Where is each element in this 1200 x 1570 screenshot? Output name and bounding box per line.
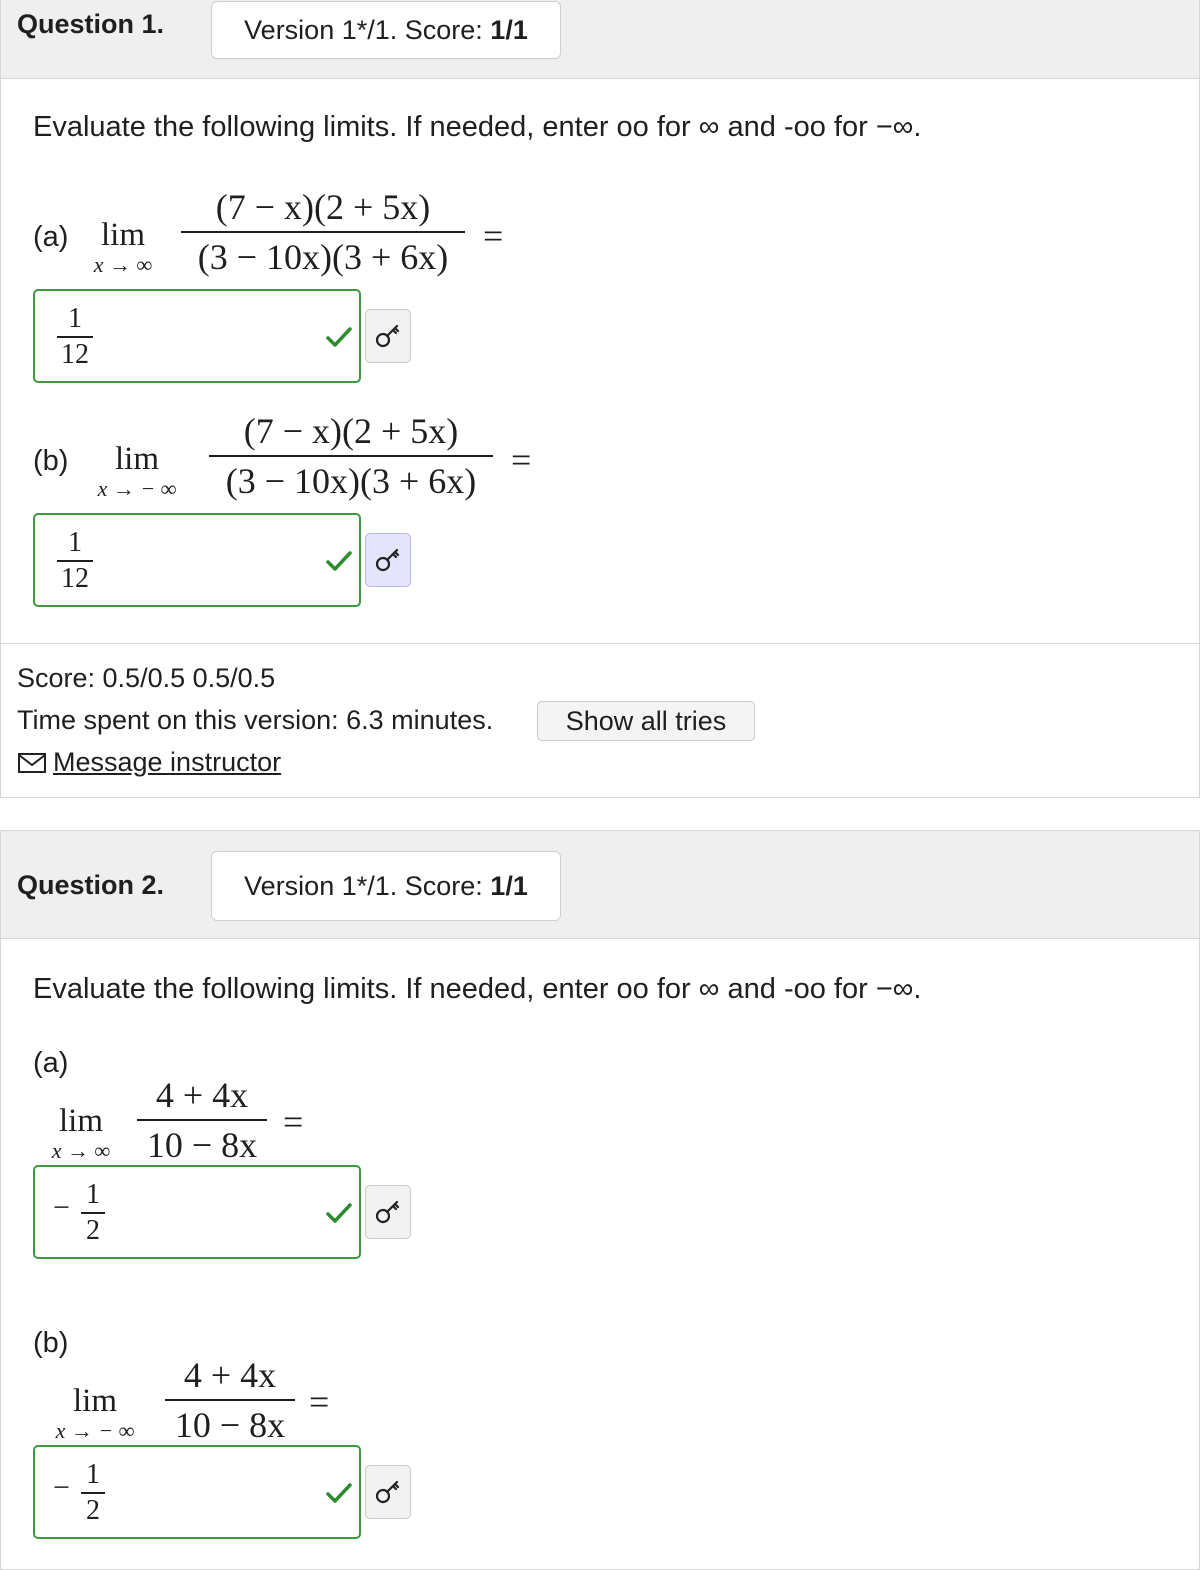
question-title: Question 2.	[17, 870, 165, 900]
answer-input[interactable]	[33, 1445, 361, 1539]
check-icon	[325, 1481, 353, 1505]
fraction-bar	[209, 455, 493, 457]
answer-denominator: 2	[86, 1495, 100, 1526]
version-score: 1/1	[490, 14, 528, 45]
equals-sign: =	[483, 216, 504, 256]
limit-operator	[41, 1105, 121, 1162]
lim-word: lim	[72, 1383, 117, 1419]
lim-word: lim	[114, 441, 159, 477]
answer-numerator: 1	[86, 1459, 100, 1490]
answer-value	[81, 1459, 105, 1527]
answer-fraction-bar	[81, 1212, 105, 1214]
part-label: (b)	[33, 1327, 69, 1359]
answer-value	[81, 1179, 105, 1247]
answer-sign: −	[53, 1471, 70, 1504]
lim-subscript: x → − ∞	[97, 476, 177, 501]
question-header	[1, 831, 1199, 939]
answer-input[interactable]	[33, 289, 361, 383]
answer-numerator: 1	[68, 303, 82, 334]
fraction-numerator: (7 − x)(2 + 5x)	[215, 187, 431, 227]
answer-input[interactable]	[33, 1165, 361, 1259]
lim-subscript: x → − ∞	[55, 1418, 135, 1443]
message-instructor-link[interactable]	[17, 747, 281, 778]
limit-fraction	[137, 1073, 267, 1167]
version-label: Version 1*/1. Score:	[244, 14, 491, 45]
answer-fraction-bar	[57, 560, 93, 562]
question-card-2	[0, 830, 1200, 1570]
answer-value	[57, 303, 93, 371]
version-score-pill[interactable]	[211, 851, 561, 921]
equals-sign: =	[511, 440, 532, 480]
answer-value	[57, 527, 93, 595]
check-icon	[325, 1201, 353, 1225]
version-score: 1/1	[490, 870, 528, 901]
key-button[interactable]	[365, 309, 411, 363]
fraction-numerator: 4 + 4x	[155, 1075, 249, 1115]
key-icon	[373, 321, 403, 351]
lim-word: lim	[58, 1103, 103, 1139]
limit-fraction	[209, 409, 493, 503]
question-header	[1, 0, 1199, 79]
part-label: (b)	[33, 445, 69, 477]
fraction-numerator: (7 − x)(2 + 5x)	[243, 411, 459, 451]
message-instructor-label: Message instructor	[53, 747, 282, 777]
lim-word: lim	[100, 217, 145, 253]
fraction-denominator: (3 − 10x)(3 + 6x)	[225, 461, 477, 501]
key-icon	[373, 1197, 403, 1227]
fraction-numerator: 4 + 4x	[183, 1355, 277, 1395]
answer-denominator: 12	[61, 563, 89, 594]
key-button[interactable]	[365, 533, 411, 587]
equals-sign: =	[309, 1382, 330, 1422]
version-score-pill[interactable]	[211, 1, 561, 59]
fraction-denominator: 10 − 8x	[174, 1405, 286, 1445]
limit-operator	[85, 219, 161, 276]
time-spent-text: Time spent on this version: 6.3 minutes.	[17, 705, 494, 735]
limit-fraction	[181, 185, 465, 279]
fraction-bar	[181, 231, 465, 233]
check-icon	[325, 325, 353, 349]
fraction-bar	[165, 1399, 295, 1401]
key-button[interactable]	[365, 1465, 411, 1519]
key-icon	[373, 1477, 403, 1507]
answer-sign: −	[53, 1191, 70, 1224]
key-button[interactable]	[365, 1185, 411, 1239]
limit-operator	[85, 443, 189, 500]
answer-input[interactable]	[33, 513, 361, 607]
score-text: Score: 0.5/0.5 0.5/0.5	[17, 663, 276, 693]
question-title: Question 1.	[17, 9, 165, 39]
show-all-tries-button[interactable]: Show all tries	[537, 701, 755, 741]
part-label: (a)	[33, 221, 69, 253]
answer-denominator: 2	[86, 1215, 100, 1246]
key-icon	[373, 545, 403, 575]
fraction-denominator: (3 − 10x)(3 + 6x)	[197, 237, 449, 277]
question-footer	[1, 643, 1200, 793]
answer-denominator: 12	[61, 339, 89, 370]
lim-subscript: x → ∞	[51, 1138, 111, 1163]
check-icon	[325, 549, 353, 573]
lim-subscript: x → ∞	[93, 252, 153, 277]
fraction-denominator: 10 − 8x	[146, 1125, 258, 1165]
answer-fraction-bar	[57, 336, 93, 338]
part-label: (a)	[33, 1047, 69, 1079]
question-prompt: Evaluate the following limits. If needed, enter oo for ∞ and -oo for −∞.	[33, 973, 922, 1005]
question-prompt: Evaluate the following limits. If needed, enter oo for ∞ and -oo for −∞.	[33, 111, 922, 143]
equals-sign: =	[283, 1102, 304, 1142]
limit-fraction	[165, 1353, 295, 1447]
version-label: Version 1*/1. Score:	[244, 870, 491, 901]
limit-operator	[41, 1385, 149, 1442]
envelope-icon	[17, 751, 47, 775]
answer-numerator: 1	[86, 1179, 100, 1210]
answer-numerator: 1	[68, 527, 82, 558]
answer-fraction-bar	[81, 1492, 105, 1494]
fraction-bar	[137, 1119, 267, 1121]
